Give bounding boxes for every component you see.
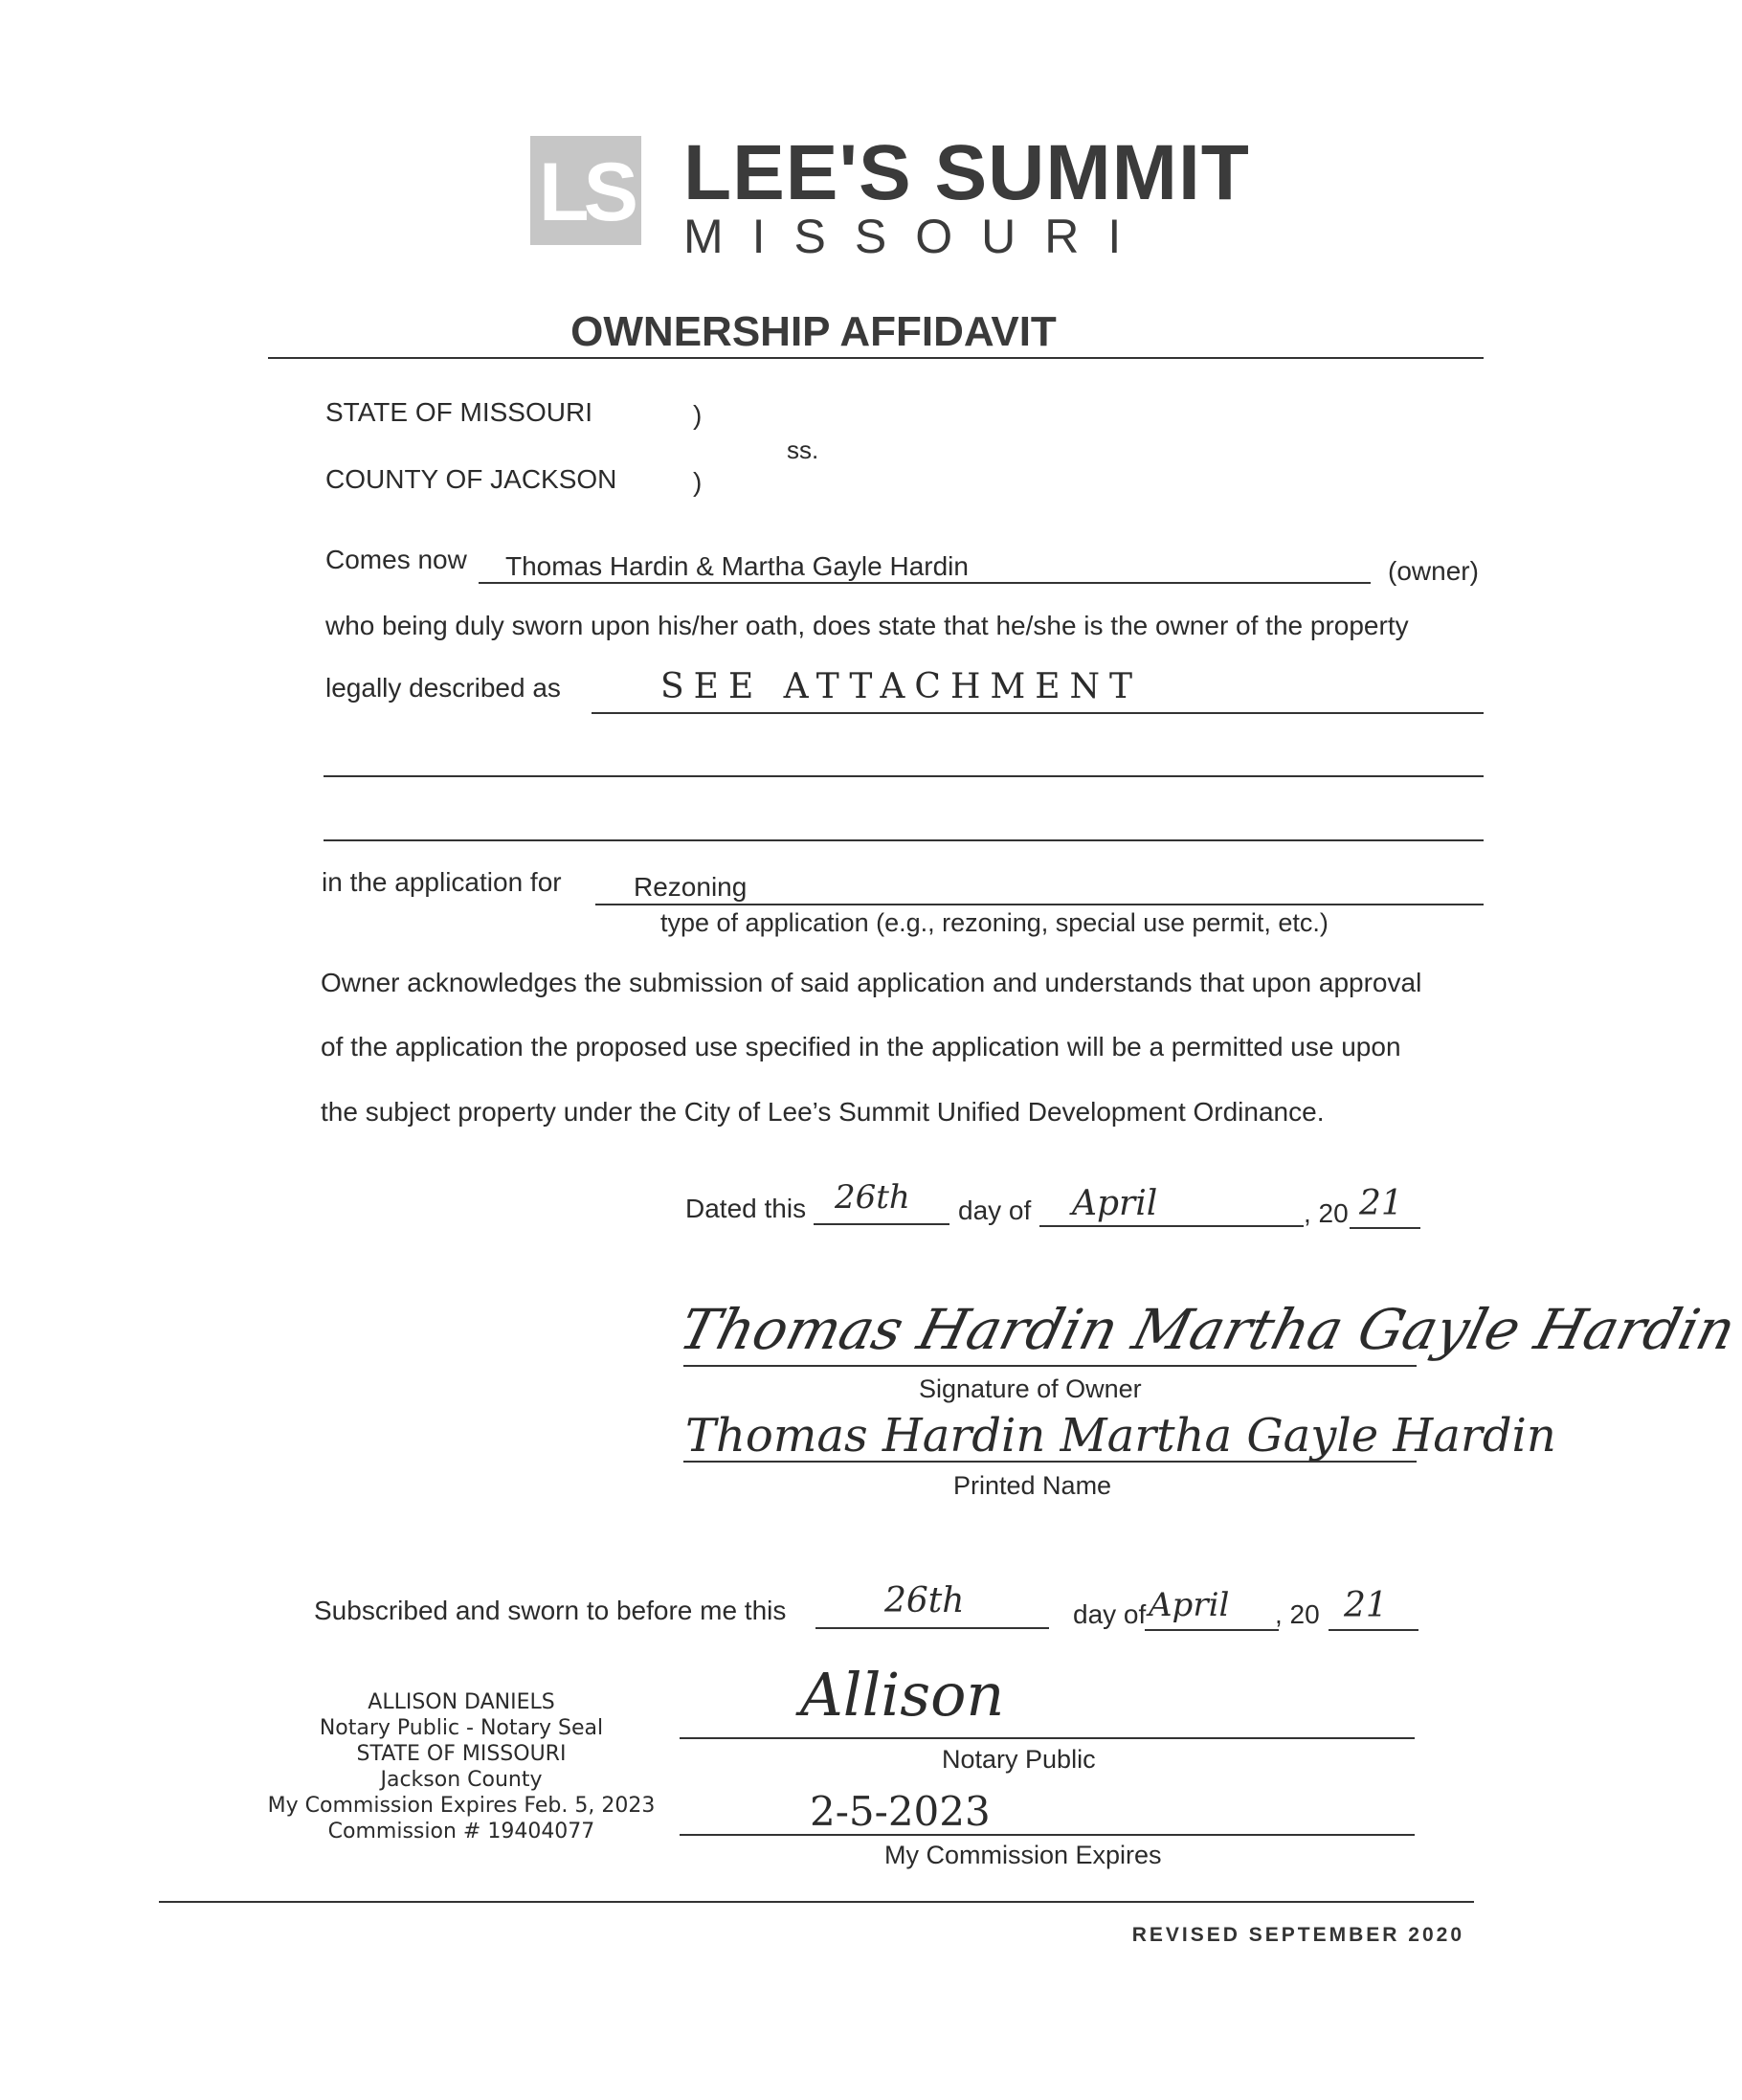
title-rule [268,357,1484,359]
owner-name-field[interactable]: Thomas Hardin & Martha Gayle Hardin [505,551,969,581]
commission-expires-field[interactable]: 2-5-2023 [810,1788,991,1835]
legal-underline-2 [324,775,1484,777]
legal-underline-1 [592,712,1484,714]
seal-line-3: STATE OF MISSOURI [356,1742,567,1766]
application-underline [595,904,1484,905]
dated-prefix: Dated this [685,1194,807,1223]
sworn-text: who being duly sworn upon his/her oath, does state that he/she is the owner of the property [325,611,1409,640]
owner-signature-underline [683,1365,1417,1367]
notary-signature-field[interactable]: Allison [800,1660,1005,1730]
subscribed-year-prefix: , 20 [1275,1599,1320,1629]
printed-name-label: Printed Name [953,1471,1112,1500]
seal-line-2: Notary Public - Notary Seal [319,1716,604,1740]
seal-line-5: My Commission Expires Feb. 5, 2023 [267,1794,656,1818]
dated-year-prefix: , 20 [1304,1198,1349,1228]
seal-line-6: Commission # 19404077 [327,1820,595,1843]
subscribed-month-field[interactable]: April [1149,1586,1230,1624]
state-label: STATE OF MISSOURI [325,397,592,427]
application-type-field[interactable]: Rezoning [634,872,748,902]
notary-public-label: Notary Public [942,1745,1096,1774]
ss-label: ss. [787,436,819,464]
county-label: COUNTY OF JACKSON [325,464,617,494]
legal-underline-3 [324,839,1484,841]
dated-day-underline [814,1223,949,1225]
subscribed-year-field[interactable]: 21 [1344,1586,1388,1625]
printed-name-underline [683,1461,1417,1463]
footer-rule [159,1901,1474,1903]
printed-name-field[interactable]: Thomas Hardin Martha Gayle Hardin [685,1409,1556,1463]
logo-subtitle: MISSOURI [683,210,1150,263]
commission-expires-label: My Commission Expires [884,1841,1162,1869]
page-title: OWNERSHIP AFFIDAVIT [570,308,1057,355]
dated-month-field[interactable]: April [1072,1184,1158,1223]
subscribed-day-field[interactable]: 26th [884,1581,965,1620]
dated-year-field[interactable]: 21 [1359,1184,1403,1223]
comes-now-label: Comes now [325,545,467,574]
commission-expires-underline [680,1834,1415,1836]
legal-description-field[interactable]: SEE ATTACHMENT [660,667,1143,706]
dated-day-field[interactable]: 26th [835,1178,910,1217]
logo-monogram [530,136,641,245]
subscribed-month-underline [1145,1629,1279,1631]
application-label: in the application for [322,867,562,897]
revised-note: REVISED SEPTEMBER 2020 [1131,1924,1464,1946]
ack-line-1: Owner acknowledges the submission of said application and understands that upon approval [321,968,1422,997]
subscribed-prefix: Subscribed and sworn to before me this [314,1596,787,1625]
signature-owner-label: Signature of Owner [919,1374,1142,1403]
logo-title: LEE'S SUMMIT [683,129,1250,216]
subscribed-year-underline [1329,1629,1418,1631]
logo-monogram-text: LS [539,146,633,238]
legal-label: legally described as [325,673,561,703]
seal-line-4: Jackson County [380,1768,543,1792]
ack-line-3: the subject property under the City of Lee’s Summit Unified Development Ordinance. [321,1097,1325,1127]
venue-paren-2: ) [693,467,703,497]
ls-logo-icon [530,136,641,245]
dated-month-underline [1039,1225,1304,1227]
owner-suffix: (owner) [1388,556,1479,586]
subscribed-day-underline [815,1627,1049,1629]
dated-day-of: day of [958,1195,1032,1225]
owner-name-underline [479,582,1371,584]
subscribed-day-of: day of [1073,1599,1147,1629]
venue-paren-1: ) [693,400,703,430]
notary-signature-underline [680,1737,1415,1739]
seal-line-1: ALLISON DANIELS [368,1690,555,1714]
owner-signature-field[interactable]: Thomas Hardin Martha Gayle Hardin [673,1297,1742,1362]
notary-seal [251,1689,672,1844]
application-hint: type of application (e.g., rezoning, special use permit, etc.) [660,908,1329,937]
ack-line-2: of the application the proposed use specified in the application will be a permitted use upon [321,1032,1401,1061]
dated-year-underline [1350,1227,1420,1229]
